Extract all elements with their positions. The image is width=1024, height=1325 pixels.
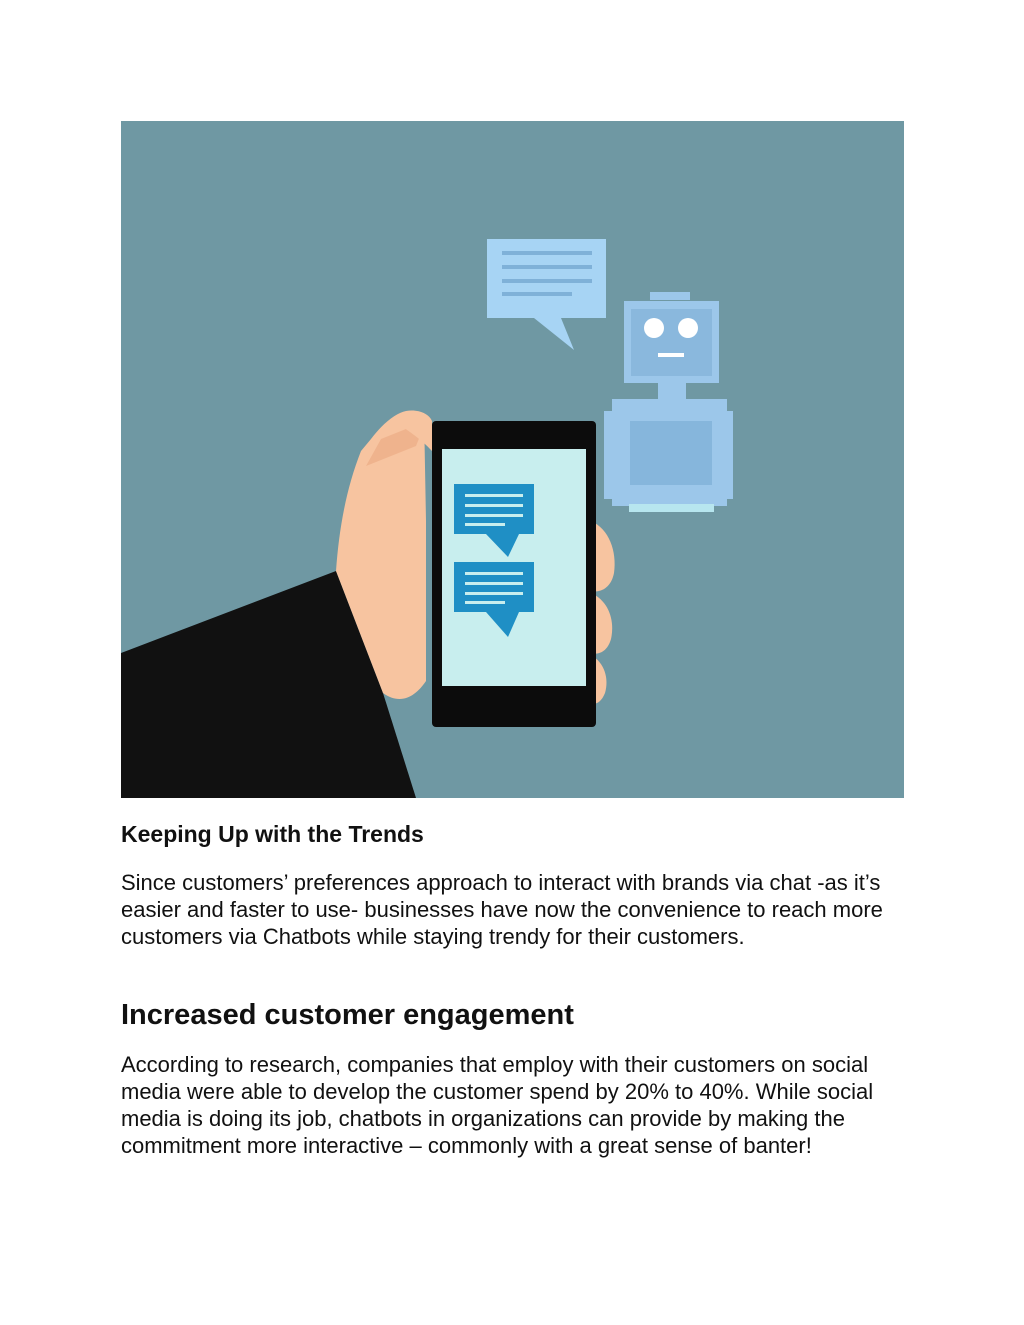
chatbot-illustration (121, 121, 904, 798)
phone-icon (432, 421, 596, 727)
section-body-trends: Since customers’ preferences approach to interact with brands via chat -as it’s easier and faster to use- businesses have now the convenience to reach more customers via Chatbots while staying trendy for their customers. (121, 870, 883, 949)
section-body-engagement: According to research, companies that employ with their customers on social media were able to develop the customer spend by 20% to 40%. While social media is doing its job, chatbots in organizations can provide by making the commitment more interactive – commonly with a great sense of banter! (121, 1052, 874, 1158)
section-heading-trends: Keeping Up with the Trends (121, 821, 424, 847)
section-heading-engagement: Increased customer engagement (121, 999, 574, 1031)
